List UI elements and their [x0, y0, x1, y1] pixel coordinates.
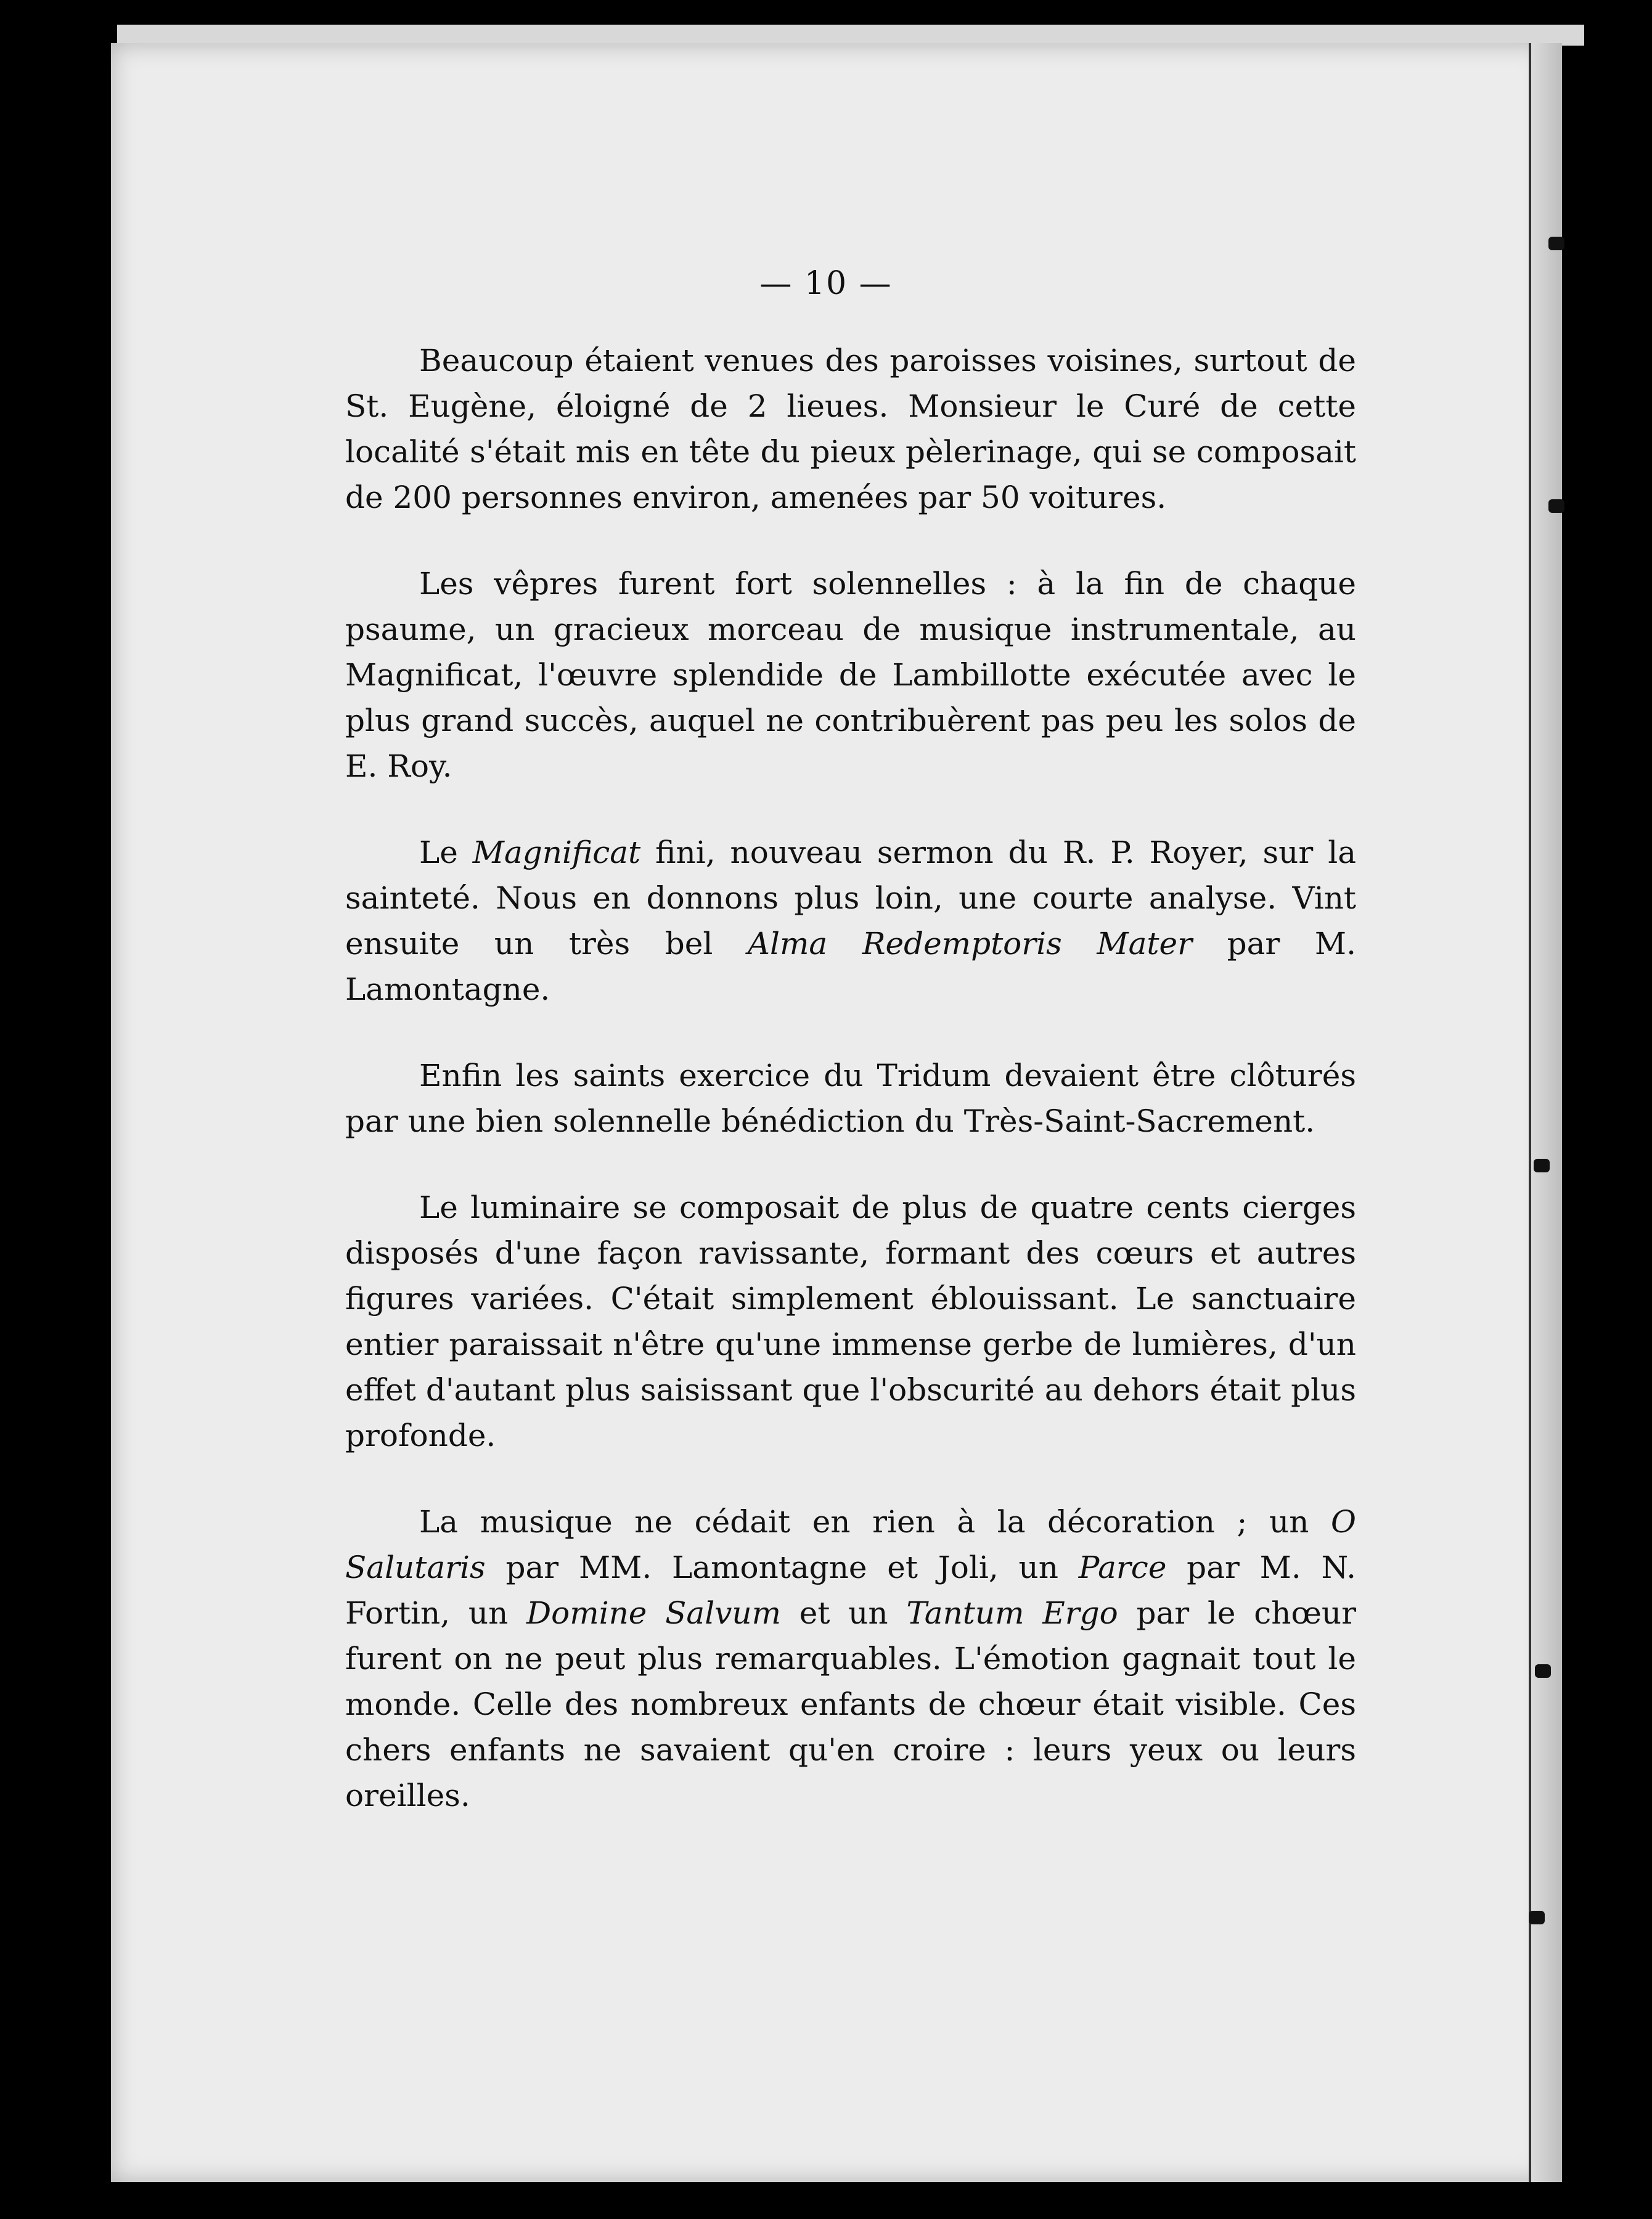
italic-title-text: O Salutaris [345, 1504, 1356, 1585]
italic-title-text: Tantum Ergo [906, 1595, 1118, 1631]
paragraph-text: La musique ne cédait en rien à la décoration ; un [419, 1504, 1331, 1540]
paragraph [345, 1053, 1356, 1144]
paragraph-text: Beaucoup étaient venues des paroisses voisines, surtout de St. Eugène, éloigné de 2 lieues. Monsieur le Curé de cette localité s'était mis en tête du pieux pèlerinage, qui se composait de 200 personnes environ, amenées par 50 voitures. [345, 343, 1356, 515]
scan-top-border [117, 25, 1584, 46]
paragraph [345, 1185, 1356, 1458]
paragraph [345, 338, 1356, 520]
body-text [345, 338, 1356, 1859]
paragraph-text: fini, nouveau sermon du R. P. Royer, sur la sainteté. Nous en donnons plus loin, une courte analyse. Vint ensuite un très bel [345, 835, 1357, 962]
paragraph [345, 1499, 1356, 1818]
paragraph-text: par MM. Lamontagne et Joli, un [485, 1550, 1079, 1585]
paragraph-text: et un [781, 1595, 907, 1631]
paragraph [345, 830, 1356, 1012]
paragraph [345, 561, 1356, 789]
binding-staple-mark [1535, 1664, 1551, 1678]
page-number: — 10 — [759, 265, 893, 302]
paragraph-text: par M. N. Fortin, un [345, 1550, 1356, 1631]
binding-staple-mark [1529, 1911, 1545, 1924]
paragraph-text: par M. Lamontagne. [345, 926, 1356, 1007]
paragraph-text: Le [419, 835, 473, 870]
paragraph-text: Enfin les saints exercice du Tridum devaient être clôturés par une bien solennelle bénédiction du Très-Saint-Sacrement. [345, 1058, 1356, 1139]
paragraph-text: Les vêpres furent fort solennelles : à la fin de chaque psaume, un gracieux morceau de musique instrumentale, au Magnificat, l'œuvre splendide de Lambillotte exécutée avec le plus grand succès, auquel ne contribuèrent pas peu les solos de E. Roy. [345, 566, 1356, 784]
binding-staple-mark [1534, 1159, 1550, 1172]
binding-staple-mark [1548, 237, 1564, 250]
binding-staple-mark [1548, 499, 1564, 513]
italic-title-text: Alma Redemptoris Mater [747, 926, 1193, 962]
paragraph-text: par le chœur furent on ne peut plus remarquables. L'émotion gagnait tout le monde. Celle des nombreux enfants de chœur était visible. Ces chers enfants ne savaient qu'en croire : leurs yeux ou leurs oreilles. [345, 1595, 1356, 1813]
page-binding-edge [1529, 43, 1562, 2182]
italic-title-text: Domine Salvum [526, 1595, 782, 1631]
italic-title-text: Parce [1078, 1550, 1167, 1585]
paragraph-text: Le luminaire se composait de plus de quatre cents cierges disposés d'une façon ravissante, formant des cœurs et autres figures variées. C'était simplement éblouissant. Le sanctuaire entier paraissait n'être qu'une immense gerbe de lumières, d'un effet d'autant plus saisissant que l'obscurité au dehors était plus profonde. [345, 1190, 1356, 1453]
italic-title-text: Magnificat [472, 835, 641, 870]
